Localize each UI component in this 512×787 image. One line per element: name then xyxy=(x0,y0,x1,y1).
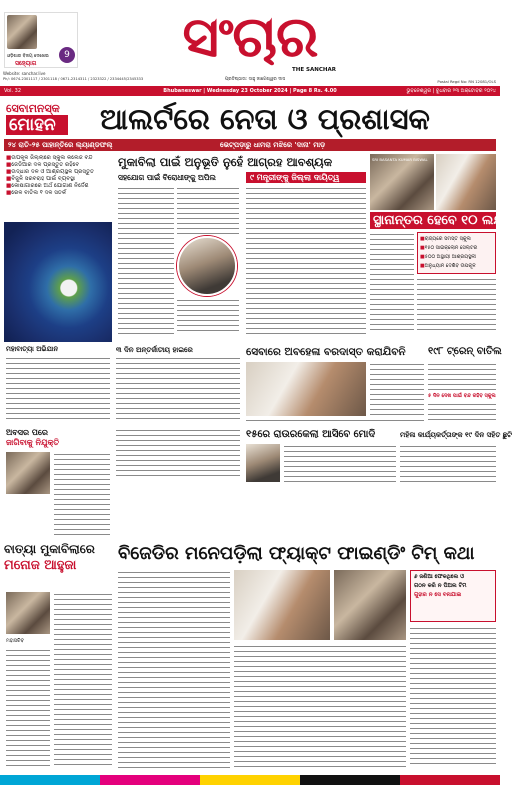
bottom-right-line-3: ଗୁହାର ନ ସେ ବନାଯାଇ xyxy=(414,592,462,598)
headline-main: ଆଲର୍ଟରେ ନେତା ଓ ପ୍ରଶାସକ xyxy=(100,102,430,136)
bottom-photo-2 xyxy=(334,570,406,640)
mid-right-text-2 xyxy=(370,362,424,418)
right-top-photo-2 xyxy=(436,154,496,210)
lower-center-title: ୧୫ରେ ରାଉରକେଲା ଆସିବେ ମୋଦି xyxy=(246,429,376,440)
bottom-left-text-2 xyxy=(6,648,50,768)
subhead-right: ଭେଟ୍ପଡ଼ାରୁ ଧାମରା ମଝିରେ 'ଦାନା' ମାଡ଼ xyxy=(220,141,326,149)
mid-right-title: ସେବାରେ ଅବହେଳା ବରଦାସ୍ତ କରାଯିବନି xyxy=(246,346,406,358)
bullet-item: ■ କୋଷାଗାରରେ ଅର୍ଥ ଯୋଗାଣ ନିର୍ଦ୍ଦେଶ xyxy=(6,183,110,190)
right-registration: Postal Regd No: RN 12081/OLS xyxy=(437,79,496,84)
center-story-title: ମୁକାବିଲା ପାଇଁ ଅନୁଭୂତି ନୁହେଁ ଆଗ୍ରହ ଆବଶ୍ୟକ xyxy=(118,155,333,169)
satellite-map xyxy=(4,222,112,342)
center-sub-left: ସହଯୋଗ ପାଇଁ ବିରୋଧୀଙ୍କୁ ଅପିଲ xyxy=(118,173,216,182)
ad-person-photo xyxy=(7,15,37,49)
right-box-item: ■ ୫୦୦ ଅସ୍ଥାୟୀ ଆଶ୍ରୟସ୍ଥଳୀ xyxy=(420,253,493,262)
headline-kicker-bottom: ମୋହନ xyxy=(6,115,68,135)
logo-english: THE SANCHAR xyxy=(292,67,336,73)
center-sub-right: ୯ ମନ୍ତ୍ରୀଙ୍କୁ ଜିଲ୍ଲା ଦାୟିତ୍ୱ xyxy=(246,172,366,183)
meeting-photo xyxy=(246,362,366,416)
bottom-right-text xyxy=(410,626,496,768)
headline-kicker-top: ସେବାମନସ୍କ xyxy=(6,102,60,115)
bullet-item: ■ ବିଜୁଳି ସରବରାହ ପାଇଁ ବ୍ୟବସ୍ଥା xyxy=(6,176,110,183)
footer-strip xyxy=(0,775,500,785)
bottom-right-line-1: ୬ ଜଣିଆ ଫେକଥିଲେ ଓ xyxy=(414,574,465,580)
masthead-ad xyxy=(4,12,78,68)
logo: ସଂଚାର xyxy=(182,5,318,70)
lower-left-head: ଅବସର ପରେ xyxy=(6,428,48,437)
mid-center-text xyxy=(116,356,240,422)
center-text-mid-2 xyxy=(177,298,239,334)
train-title: ୧୯୮ ଟ୍ରେନ୍ ବାତିଲ xyxy=(428,346,502,357)
right-top-photo-1 xyxy=(370,154,434,210)
bottom-right-line-2: ଗଠନ କରି ନ ପିଅଲ ଟିମ xyxy=(414,583,467,589)
bullet-item: ■ ରେଳ ବାତିଲ ୧ ଦଳ ସତର୍କ xyxy=(6,190,110,197)
right-top-title: ସ୍ଥାନାନ୍ତର ହେବେ ୧୦ ଲକ୍ଷ xyxy=(370,212,496,229)
date-bar xyxy=(0,86,500,96)
tagline: ପ୍ରତିଷ୍ଠାତା: ସାହୁ ଜାଗେଶ୍ୱର ଦାସ xyxy=(224,77,286,82)
right-box-item: ■ ଅନୁଧ୍ୟାନ ଦେଶିବ ଉପକୂଳ xyxy=(420,262,493,271)
date-right: ଭୁବନେଶ୍ୱର | ବୁଧବାର ୨୩ ଅକ୍ଟୋବର ୨୦୨୪ xyxy=(406,88,496,94)
bottom-left-text xyxy=(54,592,112,768)
lower-right-text xyxy=(400,444,496,482)
mid-center-title: ୩ ଦିନ ଅନ୍ତର୍ଜାତୀୟ ହାଇରେ xyxy=(116,346,193,354)
right-top-caption: SRI BASANTA KUMAR BISWAL xyxy=(372,157,428,162)
center-text-right xyxy=(246,186,366,334)
center-text-left xyxy=(118,186,174,334)
bottom-main-title: ବିଜେଡିର ମନେପଡ଼ିଲା ଫ୍ୟାକ୍ଟ ଫାଇଣ୍ଡିଂ ଟିମ୍ କଥା xyxy=(118,543,475,564)
right-top-text-left xyxy=(370,232,414,332)
lower-center-text xyxy=(284,444,396,482)
bottom-col-1 xyxy=(118,570,230,768)
right-box-item: ■ ୧୫୦ ସାଇକ୍ଲୋନ ସେଲ୍ଟର xyxy=(420,244,493,253)
lower-left-head-2: ଜାଗିବାକୁ ନିଯୁକ୍ତି xyxy=(6,438,60,447)
bottom-left-title-top: ବାତ୍ୟା ମୁକାବିଲାରେ xyxy=(4,542,95,556)
bullet-list xyxy=(6,155,110,221)
bullet-item: ■ ଉପକୂଳ ଜିଲ୍ଲାରେ ସ୍କୁଲ କଲେଜ ବନ୍ଦ xyxy=(6,155,110,162)
lower-left-photo xyxy=(6,452,50,494)
center-text-mid xyxy=(177,186,239,234)
subhead-bar xyxy=(4,139,496,151)
date-center: Bhubaneswar | Wednesday 23 October 2024 | Page 8 Rs. 4.00 xyxy=(163,88,337,94)
right-top-text-right xyxy=(417,277,496,332)
date-left: Vol. 32 xyxy=(4,88,22,94)
train-sub: ୫ ଦିନ ଦେଖ ପାଇଁ ବନ୍ଦ ରହିବ ସ୍କୁଲ xyxy=(428,393,496,399)
lower-left-text xyxy=(54,452,110,538)
right-box-item: ■ ରାଜ୍ୟରେ ସମସ୍ତ ସ୍କୁଲ xyxy=(420,235,493,244)
ad-text-bottom: ସହ୍ୟୋଗ xyxy=(15,60,37,67)
bottom-photo-1 xyxy=(234,570,330,640)
mid-left-caption: ମହାବାତ୍ୟା ଅଭିଯାନ xyxy=(6,345,58,353)
contact-line-2: Ph/: 0674-2301117 / 2301118 / 0671-2314311 / 2323322 / 2334445/2345333 xyxy=(3,77,144,81)
headline-kicker-box xyxy=(6,102,90,136)
train-text xyxy=(428,362,496,390)
mid-left-text xyxy=(6,356,110,422)
mid-right-text xyxy=(246,418,424,422)
lower-mid-text xyxy=(116,428,240,480)
lower-right-title: ମହିଳା କାର୍ଯ୍ୟକର୍ତ୍ତାଙ୍କ ୧୯ ଦିନ ସହିତ ଛୁଟି xyxy=(400,431,512,439)
bullet-item: ■ ଉଦ୍ଧାର ଦଳ ଓ ଆଶ୍ରୟସ୍ଥଳ ପ୍ରସ୍ତୁତ xyxy=(6,169,110,176)
bottom-col-2 xyxy=(234,644,406,768)
bottom-right-box xyxy=(410,570,496,622)
cm-photo xyxy=(177,236,237,296)
modi-photo xyxy=(246,444,280,482)
train-text-2 xyxy=(428,402,496,422)
contact-line-1: Website: sanchar.live xyxy=(3,71,46,76)
right-top-box xyxy=(417,232,496,274)
bullet-item: ■ ଜେଡିଆର ଦଳ ପ୍ରସ୍ତୁତ ରହିବେ xyxy=(6,162,110,169)
ad-badge: 9 xyxy=(59,47,75,63)
bottom-left-title-bottom: ମନୋଜ ଆହୁଜା xyxy=(4,558,77,573)
bottom-left-photo xyxy=(6,592,50,634)
masthead xyxy=(0,0,500,142)
subhead-left: ୨୪ ରାତି-୨୫ ପାହାନ୍ତିରେ ଲ୍ୟାଣ୍ଡଫଲ୍ xyxy=(8,141,113,149)
ad-text-top: ଓଡ଼ିଶାର ବିଜୟ ଦେଖେଇ xyxy=(7,54,49,59)
bottom-left-caption: ମହାସଚିବ xyxy=(6,638,25,644)
bottom-left-title xyxy=(4,541,112,593)
